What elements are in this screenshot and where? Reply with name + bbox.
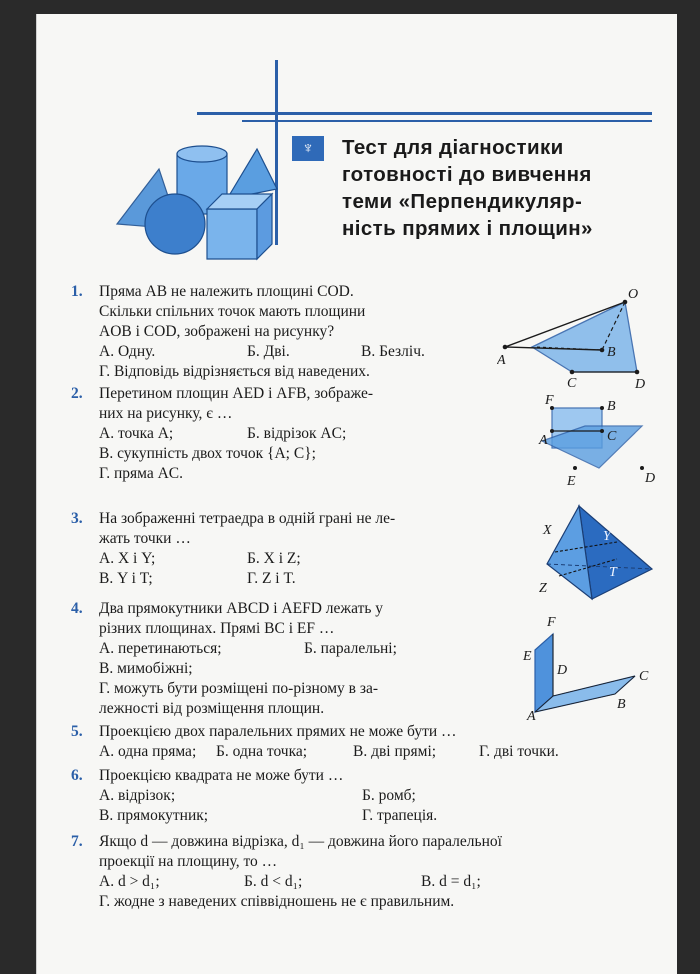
point-label: O (628, 287, 639, 302)
question-text: жать точки … (99, 530, 191, 547)
answer-option[interactable]: Г. пряма AC. (99, 465, 184, 482)
answer-option[interactable]: Г. трапеція. (362, 807, 438, 824)
point-label: T (609, 565, 617, 580)
figure-4-rectangles (515, 612, 655, 722)
title-line: теми «Перпендикуляр- (342, 190, 583, 213)
point-label: X (543, 523, 552, 538)
answer-option[interactable]: Б. d < d₁; (244, 873, 303, 890)
question-number: 5. (71, 723, 83, 740)
question-number: 1. (71, 283, 83, 300)
header-horizontal-line (197, 112, 652, 115)
question-4 (71, 599, 519, 719)
question-2 (71, 384, 519, 484)
answer-option[interactable]: А. перетинаються; (99, 640, 222, 657)
question-text: Два прямокутники ABCD і AEFD лежать у (99, 600, 384, 617)
question-number: 4. (71, 600, 83, 617)
answer-option[interactable]: Б. ромб; (362, 787, 416, 804)
point-label: E (523, 649, 532, 664)
point-label: A (527, 709, 536, 722)
answer-option[interactable]: А. X і Y; (99, 550, 156, 567)
answer-option[interactable]: В. прямокутник; (99, 807, 209, 824)
answer-option[interactable]: А. d > d₁; (99, 873, 160, 890)
test-title (342, 134, 672, 242)
answer-option[interactable]: А. точка A; (99, 425, 174, 442)
answer-option[interactable]: Г. можуть бути розміщені по-різному в за- (99, 680, 379, 697)
question-5 (71, 722, 659, 762)
question-text: Якщо d — довжина відрізка, d₁ — довжина його паралельної (99, 833, 502, 850)
answer-option[interactable]: В. d = d₁; (421, 873, 481, 890)
question-text: проекції на площину, то … (99, 853, 278, 870)
question-text: них на рисунку, є … (99, 405, 233, 422)
answer-option[interactable]: Б. паралельні; (304, 640, 397, 657)
point-label: F (547, 615, 556, 630)
answer-option[interactable]: Б. X і Z; (247, 550, 301, 567)
answer-option[interactable]: Б. Дві. (247, 343, 290, 360)
answer-option[interactable]: В. сукупність двох точок {A; C}; (99, 445, 316, 462)
textbook-page (36, 14, 677, 974)
point-label: E (567, 474, 576, 489)
point-label: C (639, 669, 649, 684)
answer-option[interactable]: А. відрізок; (99, 787, 176, 804)
answer-option[interactable]: Г. дві точки. (479, 743, 559, 760)
point-label: B (607, 345, 616, 360)
answer-option[interactable]: Г. жодне з наведених співвідношень не є правильним. (99, 893, 455, 910)
question-text: різних площинах. Прямі BC і EF … (99, 620, 335, 637)
question-7 (71, 832, 659, 912)
answer-option[interactable]: В. Y і T; (99, 570, 153, 587)
figure-3-tetrahedron (537, 494, 657, 609)
geometric-solids-illustration (107, 129, 287, 269)
question-text: AOB і COD, зображені на рисунку? (99, 323, 335, 340)
point-label: F (545, 393, 554, 408)
point-label: B (607, 399, 616, 414)
answer-option[interactable]: лежності від розміщення площин. (99, 700, 325, 717)
figure-2-intersecting-planes (527, 386, 657, 491)
answer-option[interactable]: В. мимобіжні; (99, 660, 193, 677)
title-line: ність прямих і площин» (342, 217, 593, 240)
answer-option[interactable]: А. Одну. (99, 343, 156, 360)
question-text: На зображенні тетраедра в одній грані не ле- (99, 510, 396, 527)
point-label: C (567, 376, 577, 389)
point-label: D (557, 663, 568, 678)
question-text: Пряма AB не належить площині COD. (99, 283, 354, 300)
question-text: Проекцією двох паралельних прямих не може бути … (99, 723, 457, 740)
point-label: Y (603, 529, 611, 544)
answer-option[interactable]: Б. одна точка; (216, 743, 308, 760)
figure-1-plane-diagram (497, 284, 657, 389)
question-number: 2. (71, 385, 83, 402)
question-number: 3. (71, 510, 83, 527)
question-number: 7. (71, 833, 83, 850)
question-6 (71, 766, 659, 826)
point-label: A (497, 353, 506, 368)
answer-option[interactable]: А. одна пряма; (99, 743, 197, 760)
answer-option[interactable]: Г. Z і T. (247, 570, 296, 587)
answer-option[interactable]: В. Безліч. (361, 343, 425, 360)
title-line: готовності до вивчення (342, 163, 592, 186)
trophy-icon: ♆ (292, 136, 324, 161)
point-label: Z (539, 581, 547, 596)
answer-option[interactable]: Г. Відповідь відрізняється від наведених. (99, 363, 370, 380)
question-text: Проекцією квадрата не може бути … (99, 767, 344, 784)
question-text: Перетином площин AED і AFB, зображе- (99, 385, 374, 402)
header-horizontal-line-2 (242, 120, 652, 122)
point-label: D (645, 471, 656, 486)
point-label: A (539, 433, 548, 448)
question-number: 6. (71, 767, 83, 784)
point-label: B (617, 697, 626, 712)
answer-option[interactable]: Б. відрізок AC; (247, 425, 347, 442)
question-3 (71, 509, 519, 589)
point-label: D (635, 377, 646, 389)
answer-option[interactable]: В. дві прямі; (353, 743, 437, 760)
question-text: Скільки спільних точок мають площини (99, 303, 366, 320)
point-label: C (607, 429, 617, 444)
title-line: Тест для діагностики (342, 136, 564, 159)
question-1 (71, 282, 519, 382)
